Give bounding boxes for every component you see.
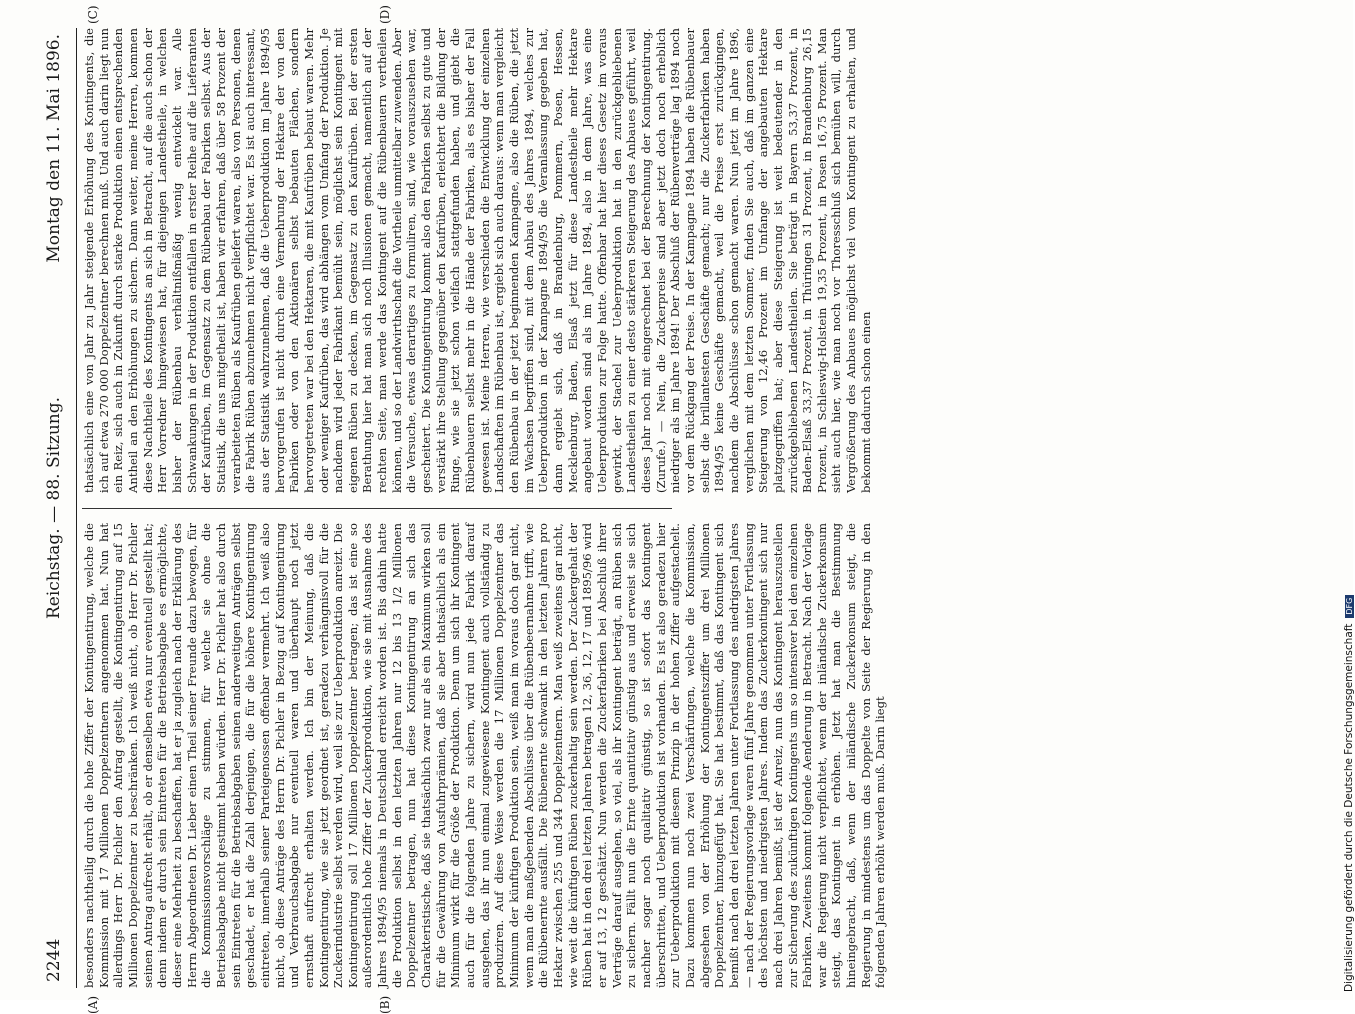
- column-left-text: besonders nachtheilig durch die hohe Ziffer der Kontingentirung, welche die Kommission mit 17 Millionen Doppelzentnern angenommen hat. Nun hat allerdings Herr Dr. Pichler den Antrag gestellt, die Kontingentirung auf 15 Millionen Doppelzentner zu beschränken. Ich weiß nicht, ob Herr Dr. Pichler seinen Antrag aufrecht erhält, ob er denselben etwa nur eventuell gestellt hat; denn indem er durch sein Eintreten für die Betriebsabgabe es ermöglichte, dieser eine Mehrheit zu beschaffen, hat er ja zugleich nach der Erklärung des Herrn Abgeordneten Dr. Lieber einen Theil seiner Freunde dazu bewogen, für die Kommissionsvorschläge zu stimmen, für welche sie ohne die Betriebsabgabe nicht gestimmt haben würden. Herr Dr. Pichler hat also durch sein Eintreten für die Betriebsabgaben seinen anderweitigen Anträgen selbst geschadet, er hat die Zahl derjenigen, die für die höhere Kontingentirung eintreten, innerhalb seiner Parteigenossen offenbar vermehrt. Ich weiß also nicht, ob diese Anträge des Herrn Dr. Pichler in Bezug auf Kontingentirung und Verbrauchsabgabe nur eventuell waren und überhaupt noch jetzt ernsthaft aufrecht erhalten werden. Ich bin der Meinung, daß die Kontingentirung, wie sie jetzt geordnet ist, geradezu verhängnisvoll für die Zuckerindustrie selbst werden wird, weil sie zur Ueberproduktion anreizt. Die Kontingentirung soll 17 Millionen Doppelzentner betragen; das ist eine so außerordentlich hohe Ziffer der Zuckerproduktion, wie sie mit Ausnahme des Jahres 1894/95 niemals in Deutschland erreicht worden ist. Bis dahin hatte die Produktion selbst in den letzten Jahren nur 12 bis 13 1/2 Millionen Doppelzentner betragen, nun hat diese Kontingentirung an sich das Charakteristische, daß sie thatsächlich zwar nur als ein Maximum wirken soll für die Gewährung von Ausfuhrprämien, daß sie aber thatsächlich als ein Minimum wirkt für die Größe der Produktion. Denn um sich ihr Kontingent auch für die folgenden Jahre zu sichern, wird nun jede Fabrik darauf ausgehen, das ihr nun einmal zugewiesene Kontingent auch vollständig zu produziren. Auf diese Weise werden die 17 Millionen Doppelzentner das Minimum der künftigen Produktion sein, weiß man im voraus doch gar nicht, wenn man die maßgebenden Abschlüsse über die Rübenbeernahme trifft, wie die Rübenernte ausfällt. Die Rübenernte schwankt in den letzten Jahren pro Hektar zwischen 255 und 344 Doppelzentnern. Man weiß zweitens gar nicht, wie weit die künftigen Rüben zuckerhaltig sein werden. Der Zuckergehalt der Rüben hat in den drei letzten Jahren betragen 12, 36, 12, 17 und 1895/96 wird er auf 13, 12 geschätzt. Nun werden die Zuckerfabriken bei Abschluß ihrer Verträge darauf ausgehen, so viel, als ihr Kontingent beträgt, an Rüben sich zu sichern. Fällt nun die Ernte quantitativ günstig aus und erweist sie sich nachher sogar noch qualitativ günstig, so ist sofort das Kontingent überschritten, und Ueberproduktion ist vorhanden. Es ist also geradezu hier zur Ueberproduktion mit diesem Prinzip in der hohen Ziffer aufgestachelt. Dazu kommen nun noch zwei Verschärfungen, welche die Kommission, abgesehen von der Erhöhung der Kontingentsziffer um drei Millionen Doppelzentner, hinzugefügt hat. Sie hat bestimmt, daß das Kontingent sich bemißt nach den drei letzten Jahren unter Fortlassung des niedrigsten Jahres — nach der Regierungsvorlage waren fünf Jahre genommen unter Fortlassung des höchsten und niedrigsten Jahres. Indem das Zuckerkontingent sich nur nach drei Jahren bemißt, ist der Anreiz, nun das Kontingent herauszustellen zur Sicherung des zukünftigen Kontingents um so intensiver bei den einzelnen Fabriken. Zweitens kommt folgende Aenderung in Betracht. Nach der Vorlage war die Regierung nicht verpflichtet, wenn der inländische Zuckerkonsum steigt, das Kontingent in erhöhen. Jetzt hat man die Bestimmung hineingebracht, daß, wenn der inländische Zuckerkonsum steigt, die Regierung in mindestens um das Doppelte von Seite der Regierung in den folgenden Jahren erhöht werden muß. Darin liegt: [82, 523, 888, 988]
- rotated-page-content: [38, 5, 1328, 1014]
- running-header: [38, 28, 78, 988]
- column-right-text: thatsächlich eine von Jahr zu Jahr steigende Erhöhung des Kontingents, die ich auf etwa 270 000 Doppelzentner berechnen muß. Und auch darin liegt nun ein Reiz, sich auch in Zukunft durch starke Produktion einen entsprechenden Antheil an den Erhöhungen zu sichern. Dann weiter, meine Herren, kommen diese Nachtheile des Kontingents an sich in Betracht, auf die auch schon der Herr Vorredner hingewiesen hat, für diejenigen Landestheile, in welchen bisher der Rübenbau verhältnißmäßig wenig entwickelt war. Alle Schwankungen in der Produktion entfallen in erster Reihe auf die Lieferanten der Kaufrüben, im Gegensatz zu dem Rübenbau der Fabriken selbst. Aus der Statistik, die uns mitgetheilt ist, haben wir erfahren, daß über 58 Prozent der verarbeiteten Rüben als Kaufrüben geliefert waren, also von Personen, denen die Fabrik Rüben abzunehmen nicht verpflichtet war. Es ist auch interessant, aus der Statistik wahrzunehmen, daß die Ueberproduktion im Jahre 1894/95 hervorgerufen ist nicht durch eine Vermehrung der Hektare der von den Fabriken oder von den Aktionären selbst bebauten Flächen, sondern hervorgetreten war bei den Hektaren, die mit Kaufrüben bebaut waren. Mehr oder weniger Kaufrüben, das wird abhängen vom Umfang der Produktion. Je nachdem wird jeder Fabrikant bemüht sein, möglichst sein Kontingent mit eigenen Rüben zu decken, im Gegensatz zu den Kaufrüben. Bei der ersten Berathung hier hat man sich noch Illusionen gemacht, namentlich auf der rechten Seite, man werde das Kontingent auf die Rübenbauern vertheilen können, und so der Landwirthschaft die Vortheile unmittelbar zuwenden. Aber die Versuche, etwas derartiges zu formuliren, sind, wie vorauszusehen war, gescheitert. Die Kontingentirung kommt also den Fabriken selbst zu gute und verstärkt ihre Stellung gegenüber den Kaufrüben, erleichtert die Bildung der Ringe, wie sie jetzt schon vielfach stattgefunden haben, und giebt die Rübenbauern selbst mehr in die Hände der Fabriken, als es bisher der Fall gewesen ist. Meine Herren, wie verschieden die Entwicklung der einzelnen Landschaften im Rübenbau ist, ergiebt sich auch daraus: wenn man vergleicht den Rübenbau in der jetzt beginnenden Kampagne, also die Rüben, die jetzt im Wachsen begriffen sind, mit dem Anbau des Jahres 1894, welches zur Ueberproduktion in der Kampagne 1894/95 die Veranlassung gegeben hat, dann ergiebt sich, daß in Brandenburg, Pommern, Posen, Hessen, Mecklenburg, Baden, Elsaß jetzt für diese Landestheile mehr Hektare angebaut worden sind als im Jahre 1894, also in dem Jahre, was eine Ueberproduktion zur Folge hatte. Offenbar hat hier dieses Gesetz im voraus gewirkt, der Stachel zur Ueberproduktion hat in den zurückgebliebenen Landestheilen zu einer desto stärkeren Steigerung des Anbaues geführt, weil dieses Jahr noch mit eingerechnet bei der Berechnung der Kontingentirung. (Zurufe.) — Nein, die Zuckerpreise sind aber jetzt doch noch erheblich niedriger als im Jahre 1894! Der Abschluß der Rübenverträge lag 1894 noch vor dem Rückgang der Preise. In der Kampagne 1894 haben die Rübenbauer selbst die brillantesten Geschäfte gemacht; nur die Zuckerfabriken haben 1894/95 keine Geschäfte gemacht, weil die Preise erst zurückgingen, nachdem die Abschlüsse schon gemacht waren. Nun jetzt im Jahre 1896, verglichen mit dem letzten Sommer, finden Sie auch, daß im ganzen eine Steigerung von 12,46 Prozent im Umfange der angebauten Hektare platzgegriffen hat; aber diese Steigerung ist weit bedeutender in den zurückgebliebenen Landestheilen. Sie beträgt in Bayern 53,37 Prozent, in Baden-Elsaß 33,37 Prozent, in Thüringen 31 Prozent, in Brandenburg 26,15 Prozent, in Schleswig-Holstein 19,35 Prozent, in Posen 16,75 Prozent. Man sieht auch hier, wie man noch vor Thoresschluß sich bemühen will, durch Vergrößerung des Anbaues möglichst viel vom Kontingent zu erhalten, und bekommt dadurch schon einen: [82, 28, 873, 493]
- margin-marker-d: (D): [378, 5, 392, 24]
- margin-marker-a: (A): [86, 995, 100, 1014]
- header-rule: [76, 28, 77, 988]
- header-title: Reichstag. — 88. Sitzung.: [44, 396, 64, 620]
- dfg-logo: DFG: [1345, 595, 1354, 618]
- margin-marker-c: (C): [86, 5, 100, 24]
- margin-marker-b: (B): [378, 995, 392, 1014]
- credit-text: Digitalisierung gefördert durch die Deutsche Forschungsgemeinschaft: [1343, 623, 1355, 992]
- header-date: Montag den 11. Mai 1896.: [44, 34, 64, 263]
- page-number: 2244: [44, 938, 64, 982]
- digitization-credit: [1343, 12, 1355, 992]
- text-column-right: [82, 28, 873, 493]
- column-divider: [82, 508, 672, 509]
- text-column-left: [82, 523, 888, 988]
